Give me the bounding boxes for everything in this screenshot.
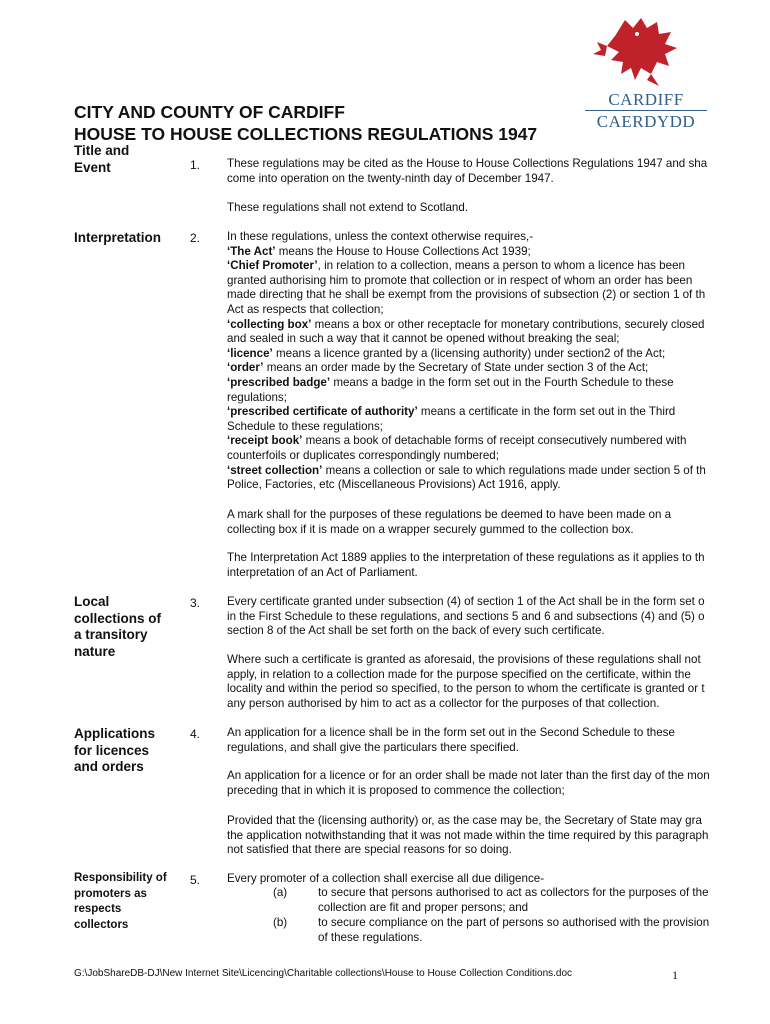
page-number: 1 <box>672 968 678 982</box>
text-line: Act as respects that collection; <box>227 302 384 316</box>
footer-file-path: G:\JobShareDB-DJ\New Internet Site\Licencing\Charitable collections\House to House Collection Conditions.doc <box>74 968 573 979</box>
definition: means a licence granted by a (licensing authority) under section2 of the Act; <box>272 346 666 360</box>
text-line: In these regulations, unless the context otherwise requires,- <box>227 230 534 243</box>
term: ‘order’ <box>227 361 264 375</box>
text-line: in the First Schedule to these regulations, and sections 5 and 6 and subsections (4) and (5) o <box>227 609 705 623</box>
term: ‘receipt book’ <box>227 434 303 448</box>
section-3-para2 <box>227 653 770 711</box>
section-heading-line: Responsibility of <box>74 872 167 884</box>
section-1-para2: These regulations shall not extend to Scotland. <box>227 201 469 214</box>
section-5-heading <box>74 871 167 933</box>
text-line: counterfoils or duplicates correspondingly numbered; <box>227 448 499 462</box>
dragon-icon <box>585 14 707 90</box>
section-heading-line: collections of <box>74 610 162 626</box>
definition: means a box or other receptacle for monetary contributions, securely closed <box>311 317 705 331</box>
definition-prescribed-certificate <box>227 405 770 420</box>
text-line: the application notwithstanding that it was not made within the time required by this paragraph <box>227 828 709 842</box>
document-title-line2: HOUSE TO HOUSE COLLECTIONS REGULATIONS 1947 <box>74 124 538 144</box>
section-heading-line: Local <box>74 594 110 609</box>
text-line: interpretation of an Act of Parliament. <box>227 565 418 579</box>
text-line: any person authorised by him to act as a collector for the purposes of that collection. <box>227 696 660 710</box>
definition: means a book of detachable forms of receipt consecutively numbered with <box>302 434 687 448</box>
definition-chief-promoter <box>227 259 770 274</box>
text-line: regulations; <box>227 390 287 404</box>
term: ‘collecting box’ <box>227 317 312 331</box>
section-2-heading: Interpretation <box>74 230 162 245</box>
text-line: These regulations may be cited as the House to House Collections Regulations 1947 and sha <box>227 157 708 170</box>
section-2-body <box>227 230 770 493</box>
document-title-line1: CITY AND COUNTY OF CARDIFF <box>74 102 345 122</box>
text-line: Every certificate granted under subsection (4) of section 1 of the Act shall be in the form set o <box>227 595 705 608</box>
text-line: locality and within the period so specified, to the person to whom the certificate is granted or t <box>227 682 705 696</box>
section-2-para3 <box>227 551 770 580</box>
section-3-number: 3. <box>190 596 201 610</box>
section-2-para2 <box>227 508 770 537</box>
text-line: section 8 of the Act shall be set forth on the back of every such certificate. <box>227 624 605 638</box>
section-1-number: 1. <box>190 158 201 172</box>
definition: means a collection or sale to which regulations made under section 5 of th <box>322 463 706 477</box>
definition-prescribed-badge <box>227 376 770 391</box>
definition-licence <box>227 347 770 362</box>
term: ‘The Act’ <box>227 244 276 258</box>
text-line: preceding that in which it is proposed to commence the collection; <box>227 783 565 797</box>
text-line: Schedule to these regulations; <box>227 419 383 433</box>
text-line: to secure that persons authorised to act as collectors for the purposes of the <box>318 886 709 899</box>
section-4-para3 <box>227 814 770 858</box>
text-line: and sealed in such a way that it cannot be opened without breaking the seal; <box>227 332 620 346</box>
section-heading-line: a transitory <box>74 627 148 642</box>
text-line: An application for a licence or for an order shall be made not later than the first day of the mon <box>227 769 710 782</box>
definition-the-act <box>227 245 770 260</box>
section-heading-line: promoters as <box>74 887 147 900</box>
text-line: collection are fit and proper persons; and <box>318 900 529 914</box>
term: ‘prescribed badge’ <box>227 375 331 389</box>
section-heading-line: for licences <box>74 742 150 758</box>
text-line: An application for a licence shall be in the form set out in the Second Schedule to these <box>227 726 675 739</box>
section-5-intro: Every promoter of a collection shall exercise all due diligence- <box>227 872 545 885</box>
item-a-label: (a) <box>273 886 288 899</box>
definition-order <box>227 361 770 376</box>
section-1-heading <box>74 143 129 176</box>
item-b-text <box>318 916 709 945</box>
section-4-para2 <box>227 769 770 798</box>
section-3-para1 <box>227 595 770 639</box>
section-heading-line: respects <box>74 903 122 915</box>
term: ‘licence’ <box>227 346 273 360</box>
section-heading-line: and orders <box>74 759 144 774</box>
section-heading-line: collectors <box>74 918 129 931</box>
section-4-number: 4. <box>190 727 201 741</box>
section-heading-line: Event <box>74 159 111 175</box>
term: ‘Chief Promoter’ <box>227 259 318 273</box>
section-1-body <box>227 157 770 186</box>
logo-text-caerdydd: CAERDYDD <box>585 110 707 132</box>
section-heading-line: nature <box>74 643 116 659</box>
text-line: made directing that he shall be exempt from the provisions of subsection (2) or section 1 of th <box>227 288 706 302</box>
definition: means a certificate in the form set out in the Third <box>417 405 676 419</box>
text-line: granted authorising him to promote that collection or in respect of whom an order has been <box>227 273 693 287</box>
section-2-number: 2. <box>190 231 201 245</box>
definition-street-collection <box>227 464 770 479</box>
term: ‘prescribed certificate of authority’ <box>227 405 418 419</box>
definition: , in relation to a collection, means a person to whom a licence has been <box>317 259 685 273</box>
text-line: Provided that the (licensing authority) or, as the case may be, the Secretary of State may gra <box>227 814 702 827</box>
definition: means the House to House Collections Act 1939; <box>275 244 531 258</box>
cardiff-logo <box>585 14 707 136</box>
definition-receipt-book <box>227 434 770 449</box>
text-line: come into operation on the twenty-ninth day of December 1947. <box>227 171 554 185</box>
definition: means an order made by the Secretary of State under section 3 of the Act; <box>263 361 649 375</box>
text-line: to secure compliance on the part of persons so authorised with the provision <box>318 916 710 929</box>
section-heading-line: Applications <box>74 726 156 741</box>
text-line: The Interpretation Act 1889 applies to the interpretation of these regulations as it applies to th <box>227 551 705 564</box>
section-5-number: 5. <box>190 873 201 887</box>
item-b-label: (b) <box>273 916 288 929</box>
text-line: of these regulations. <box>318 930 423 944</box>
text-line: apply, in relation to a collection made for the purpose specified on the certificate, within the <box>227 667 691 681</box>
section-4-heading <box>74 726 155 776</box>
section-heading-line: Title and <box>74 143 130 158</box>
text-line: regulations, and shall give the particulars there specified. <box>227 740 519 754</box>
item-a-text <box>318 886 709 915</box>
text-line: Where such a certificate is granted as aforesaid, the provisions of these regulations shall not <box>227 653 701 666</box>
text-line: A mark shall for the purposes of these regulations be deemed to have been made on a <box>227 508 672 521</box>
text-line: not satisfied that there are special reasons for so doing. <box>227 843 512 857</box>
definition-collecting-box <box>227 318 770 333</box>
section-4-para1 <box>227 726 770 755</box>
definition: means a badge in the form set out in the Fourth Schedule to these <box>330 375 674 389</box>
logo-text-cardiff: CARDIFF <box>608 90 684 109</box>
term: ‘street collection’ <box>227 463 323 477</box>
text-line: collecting box if it is made on a wrapper securely gummed to the collection box. <box>227 522 634 536</box>
section-3-heading <box>74 594 161 660</box>
text-line: Police, Factories, etc (Miscellaneous Provisions) Act 1916, apply. <box>227 478 561 492</box>
